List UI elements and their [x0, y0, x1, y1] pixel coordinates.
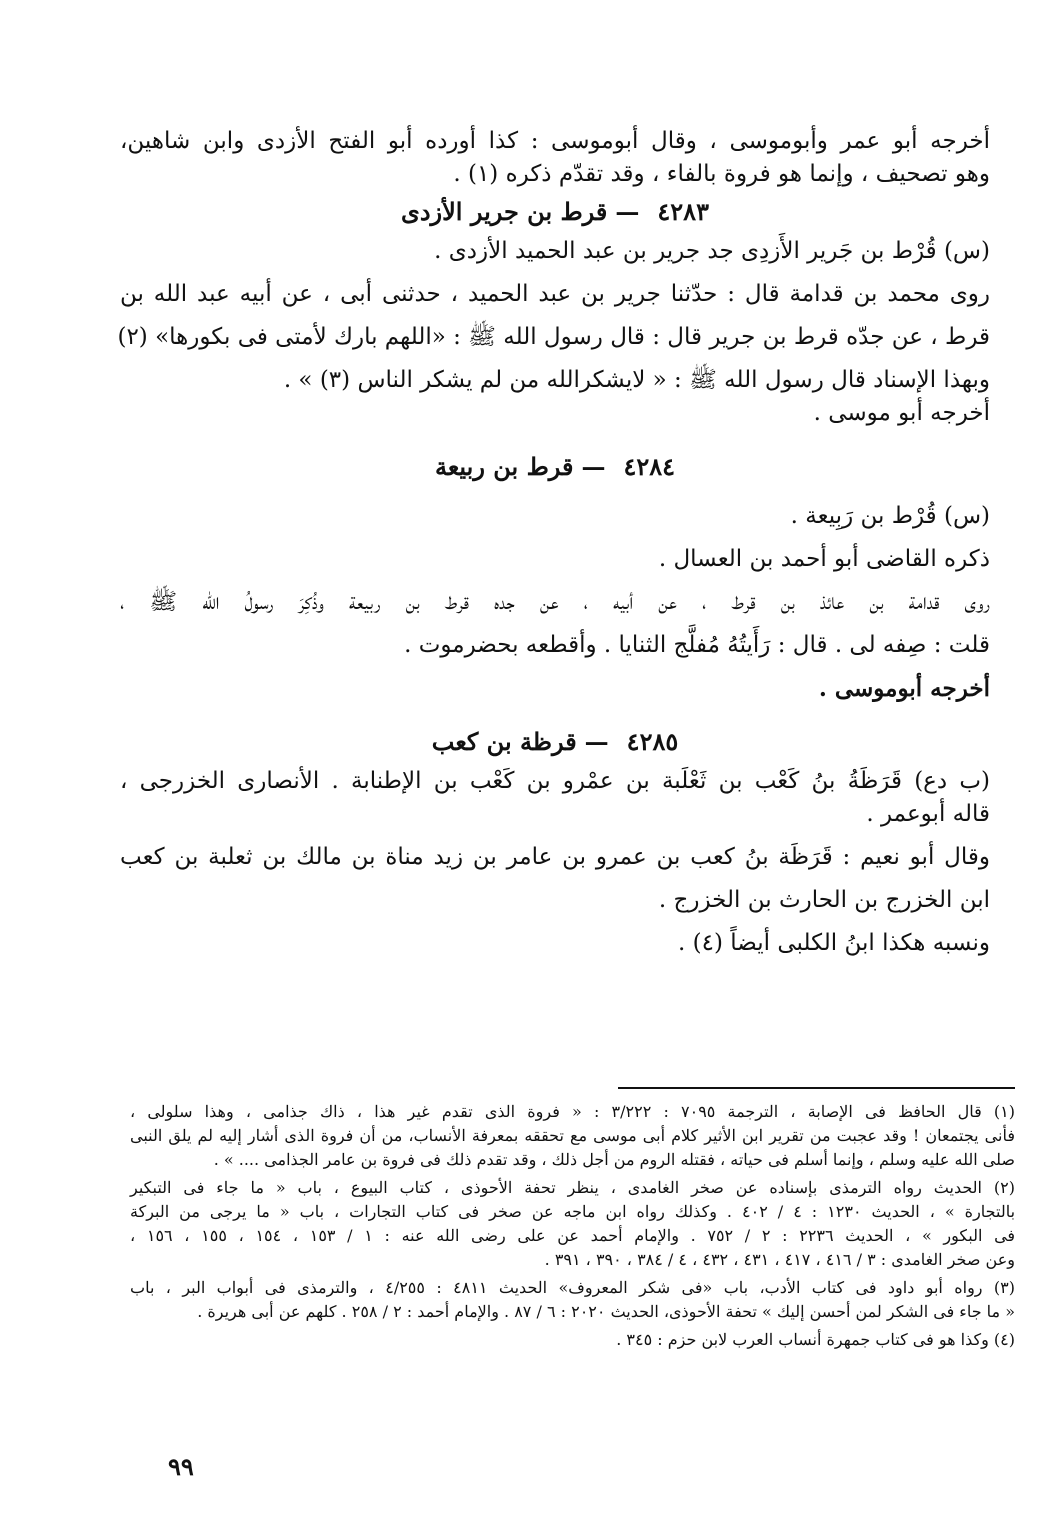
entry-title: قرط بن ربيعة [434, 452, 574, 481]
entry-number: ٤٢٨٥ [626, 727, 679, 756]
entry-title: قرظة بن كعب [431, 727, 577, 756]
footnote-line: (١) قال الحافظ فى الإصابة ، الترجمة ٧٠٩٥ : ٣/٢٢٢ : « فروة الذى تقدم غير هذا ، ذاك جذامى ، وهذا سلولى ، [130, 1102, 1016, 1121]
entry-dash: — [584, 727, 609, 756]
footnote-line: وعن صخر الغامدى : ٣ / ٤١٦ ، ٤١٧ ، ٤٣١ ، ٤٣٢ ، ٤ / ٣٨٤ ، ٣٩٠ ، ٣٩١ . [544, 1250, 1015, 1269]
text-line: قاله أبوعمر . [866, 801, 990, 827]
page-number: ٩٩ [168, 1452, 194, 1481]
entry-dash: — [615, 197, 640, 226]
entry-number: ٤٢٨٤ [623, 452, 676, 481]
text-line: روى محمد بن قدامة قال : حدّثنا جرير بن عبد الحميد ، حدثنى أبى ، عن أبيه عبد الله بن [120, 281, 990, 307]
text-line: روى قدامة بن عائذ بن قرط ، عن أبيه ، عن جده قرط بن ربيعة وذُكِرَ رسولُ الله ﷺ ، [120, 589, 990, 615]
text-line: وهو تصحيف ، وإنما هو فروة بالفاء ، وقد تقدّم ذكره (١) . [453, 161, 990, 187]
footnote-line: فأنى يجتمعان ! وقد عجبت من تقرير ابن الأثير كلام أبى موسى مع تحققه بمعرفة الأنساب، من أن فروة الذى أشار إليه لم يلق النبى [130, 1126, 1015, 1145]
footnote-line: فى البكور » ، الحديث ٢٢٣٦ : ٢ / ٧٥٢ . والإمام أحمد عن على رضى الله عنه : ١ / ١٥٣ ، ١٥٤ ، ١٥٥ ، ١٥٦ ، [130, 1226, 1016, 1245]
text-line: قلت : صِفه لى . قال : رَأَيتُهُ مُفلَّج الثنايا . وأقطعه بحضرموت . [404, 632, 990, 658]
main-text [117, 125, 990, 960]
text-line: وقال أبو نعيم : قَرَظَة بنُ كعب بن عمرو بن عامر بن زيد مناة بن مالك بن ثعلبة بن كعب [120, 844, 990, 870]
entry-heading-4284 [120, 450, 990, 484]
text-line: أخرجه أبوموسى . [818, 675, 990, 702]
text-line: وبهذا الإسناد قال رسول الله ﷺ : « لايشكرالله من لم يشكر الناس (٣) » . [283, 367, 990, 393]
text-line: قرط ، عن جدّه قرط بن جرير قال : قال رسول الله ﷺ : «اللهم بارك لأمتى فى بكورها» (٢) [117, 324, 990, 350]
entry-heading-4283 [120, 195, 990, 229]
footnote-line: (٢) الحديث رواه الترمذى بإسناده عن صخر الغامدى ، ينظر تحفة الأحوذى ، كتاب البيوع ، باب « ما جاء فى التبكير [130, 1178, 1015, 1197]
entry-heading-4285 [120, 725, 990, 759]
text-line: (س) قُرْط بن جَرير الأَزدِى جد جرير بن عبد الحميد الأزدى . [434, 238, 990, 264]
footnote-divider [618, 1087, 1015, 1089]
entry-number: ٤٢٨٣ [657, 197, 709, 226]
footnote-line: « ما جاء فى الشكر لمن أحسن إليك » تحفة الأحوذى، الحديث ٢٠٢٠ : ٦ / ٨٧ . والإمام أحمد : ٢ / ٢٥٨ . كلهم عن أبى هريرة . [197, 1302, 1015, 1321]
text-line: أخرجه أبو عمر وأبوموسى ، وقال أبوموسى : كذا أورده أبو الفتح الأزدى وابن شاهين، [120, 128, 990, 154]
footnote-line: (٣) رواه أبو داود فى كتاب الأدب، باب «فى شكر المعروف» الحديث ٤٨١١ : ٤/٢٥٥ ، والترمذى فى أبواب البر ، باب [130, 1278, 1015, 1297]
text-line: ونسبه هكذا ابنُ الكلبى أيضاً (٤) . [678, 930, 990, 956]
text-line: ابن الخزرج بن الحارث بن الخزرج . [658, 887, 990, 913]
text-line: أخرجه أبو موسى . [813, 400, 990, 426]
footnote-line: (٤) وكذا هو فى كتاب جمهرة أنساب العرب لابن حزم : ٣٤٥ . [616, 1330, 1015, 1349]
text-line: (ب دع) قَرَظَةُ بنُ كَعْب بن ثَعْلَبة بن عمْرو بن كَعْب بن الإطنابة . الأنصارى الخزرجى ، [120, 768, 990, 794]
text-line: ذكره القاضى أبو أحمد بن العسال . [658, 546, 990, 572]
entry-title: قرط بن جرير الأزدى [401, 197, 608, 226]
entry-dash: — [581, 452, 606, 481]
footnote-line: بالتجارة » ، الحديث ١٢٣٠ : ٤ / ٤٠٢ . وكذلك رواه ابن ماجه عن صخر فى كتاب التجارات ، باب « ما يرجى من البركة [130, 1202, 1016, 1221]
text-line: (س) قُرْط بن رَبِيعة . [790, 503, 990, 529]
footnotes [130, 1100, 1015, 1352]
footnote-line: صلى الله عليه وسلم ، وإنما أسلم فى حياته ، فقتله الروم من أجل ذلك ، وقد تقدم ذلك فى فروة بن عامر الجذامى .... » . [213, 1150, 1015, 1169]
